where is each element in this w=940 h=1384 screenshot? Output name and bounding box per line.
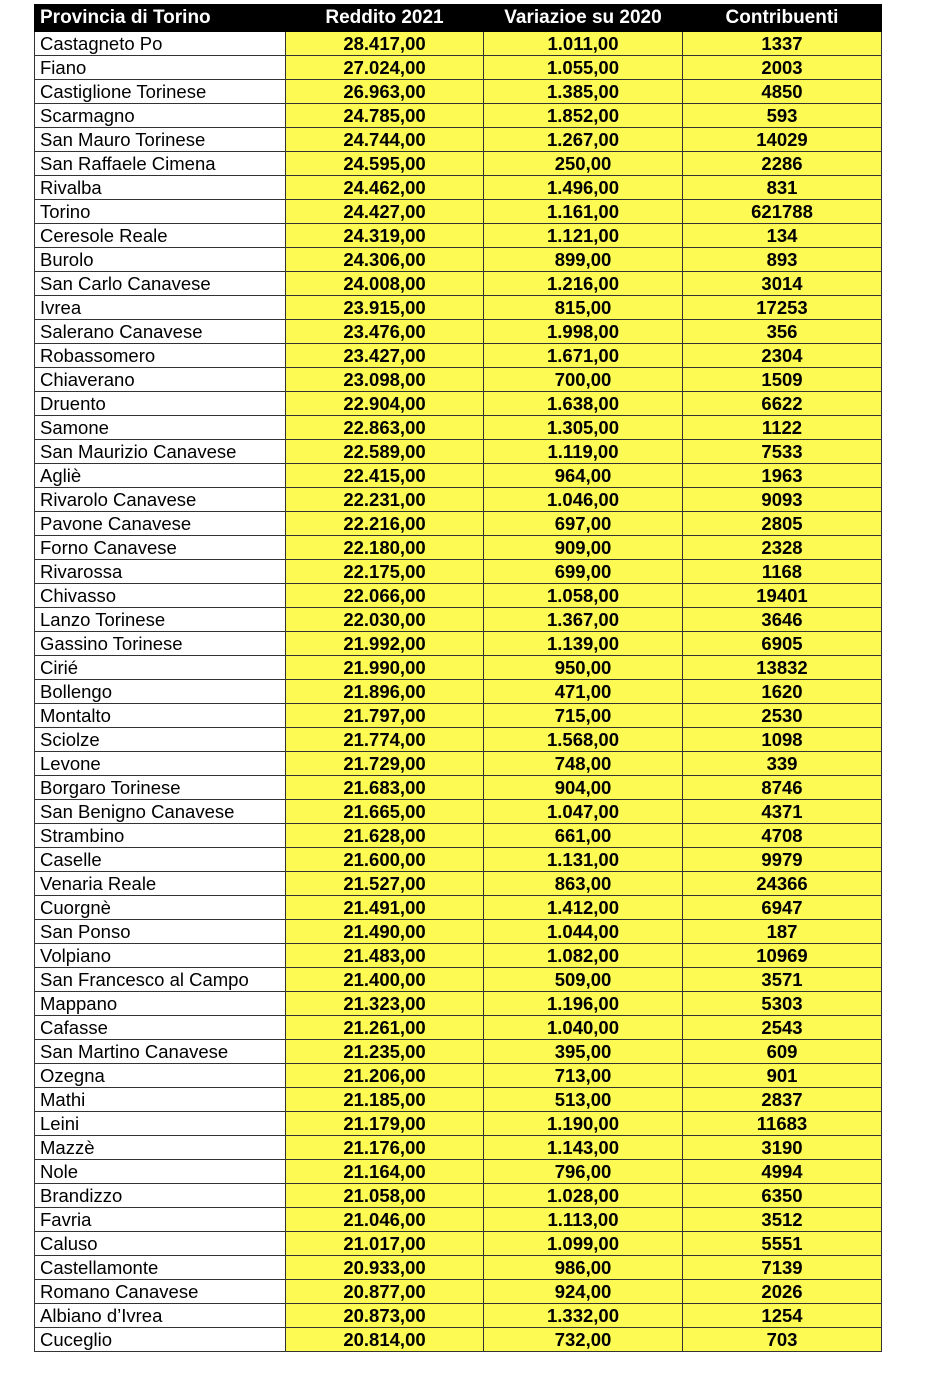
- municipality-cell: Rivalba: [35, 176, 286, 200]
- taxpayers-cell: 2530: [683, 704, 882, 728]
- table-row: [35, 752, 882, 776]
- taxpayers-cell: 6905: [683, 632, 882, 656]
- municipality-cell: San Carlo Canavese: [35, 272, 286, 296]
- income-2021-cell: 24.306,00: [286, 248, 484, 272]
- table-row: [35, 1256, 882, 1280]
- change-2020-cell: 699,00: [484, 560, 683, 584]
- taxpayers-cell: 19401: [683, 584, 882, 608]
- change-2020-cell: 1.113,00: [484, 1208, 683, 1232]
- income-2021-cell: 22.030,00: [286, 608, 484, 632]
- taxpayers-cell: 893: [683, 248, 882, 272]
- taxpayers-cell: 187: [683, 920, 882, 944]
- taxpayers-cell: 3571: [683, 968, 882, 992]
- change-2020-cell: 509,00: [484, 968, 683, 992]
- municipality-cell: Gassino Torinese: [35, 632, 286, 656]
- income-2021-cell: 21.206,00: [286, 1064, 484, 1088]
- municipality-cell: Samone: [35, 416, 286, 440]
- change-2020-cell: 1.638,00: [484, 392, 683, 416]
- change-2020-cell: 1.011,00: [484, 32, 683, 56]
- municipality-cell: Caluso: [35, 1232, 286, 1256]
- table-row: [35, 440, 882, 464]
- municipality-cell: Brandizzo: [35, 1184, 286, 1208]
- income-2021-cell: 21.400,00: [286, 968, 484, 992]
- change-2020-cell: 1.082,00: [484, 944, 683, 968]
- municipality-cell: San Benigno Canavese: [35, 800, 286, 824]
- taxpayers-cell: 2837: [683, 1088, 882, 1112]
- taxpayers-cell: 7533: [683, 440, 882, 464]
- change-2020-cell: 1.568,00: [484, 728, 683, 752]
- taxpayers-cell: 3014: [683, 272, 882, 296]
- municipality-cell: Castagneto Po: [35, 32, 286, 56]
- table-row: [35, 272, 882, 296]
- municipality-cell: Mazzè: [35, 1136, 286, 1160]
- taxpayers-cell: 3190: [683, 1136, 882, 1160]
- taxpayers-cell: 5551: [683, 1232, 882, 1256]
- municipality-cell: Sciolze: [35, 728, 286, 752]
- municipality-cell: Cafasse: [35, 1016, 286, 1040]
- municipality-cell: Castiglione Torinese: [35, 80, 286, 104]
- change-2020-cell: 924,00: [484, 1280, 683, 1304]
- taxpayers-cell: 24366: [683, 872, 882, 896]
- municipality-cell: Rivarossa: [35, 560, 286, 584]
- income-2021-cell: 21.600,00: [286, 848, 484, 872]
- taxpayers-cell: 901: [683, 1064, 882, 1088]
- header-variazione: Variazioe su 2020: [484, 5, 683, 32]
- taxpayers-cell: 3512: [683, 1208, 882, 1232]
- change-2020-cell: 1.267,00: [484, 128, 683, 152]
- taxpayers-cell: 14029: [683, 128, 882, 152]
- change-2020-cell: 1.671,00: [484, 344, 683, 368]
- change-2020-cell: 1.119,00: [484, 440, 683, 464]
- table-row: [35, 320, 882, 344]
- change-2020-cell: 909,00: [484, 536, 683, 560]
- municipality-cell: Cuorgnè: [35, 896, 286, 920]
- taxpayers-cell: 356: [683, 320, 882, 344]
- table-row: [35, 248, 882, 272]
- taxpayers-cell: 593: [683, 104, 882, 128]
- taxpayers-cell: 703: [683, 1328, 882, 1352]
- taxpayers-cell: 1254: [683, 1304, 882, 1328]
- municipality-cell: Bollengo: [35, 680, 286, 704]
- income-2021-cell: 21.046,00: [286, 1208, 484, 1232]
- table-row: [35, 416, 882, 440]
- change-2020-cell: 1.139,00: [484, 632, 683, 656]
- change-2020-cell: 1.852,00: [484, 104, 683, 128]
- header-reddito: Reddito 2021: [286, 5, 484, 32]
- municipality-cell: Caselle: [35, 848, 286, 872]
- change-2020-cell: 1.496,00: [484, 176, 683, 200]
- municipality-cell: Ivrea: [35, 296, 286, 320]
- income-2021-cell: 27.024,00: [286, 56, 484, 80]
- municipality-cell: Romano Canavese: [35, 1280, 286, 1304]
- municipality-cell: Cirié: [35, 656, 286, 680]
- table-row: [35, 176, 882, 200]
- table-row: [35, 848, 882, 872]
- table-row: [35, 656, 882, 680]
- table-row: [35, 992, 882, 1016]
- taxpayers-cell: 621788: [683, 200, 882, 224]
- income-2021-cell: 21.491,00: [286, 896, 484, 920]
- municipality-cell: Scarmagno: [35, 104, 286, 128]
- change-2020-cell: 1.161,00: [484, 200, 683, 224]
- change-2020-cell: 1.040,00: [484, 1016, 683, 1040]
- change-2020-cell: 1.196,00: [484, 992, 683, 1016]
- change-2020-cell: 1.332,00: [484, 1304, 683, 1328]
- table-row: [35, 32, 882, 56]
- income-2021-cell: 20.877,00: [286, 1280, 484, 1304]
- taxpayers-cell: 2805: [683, 512, 882, 536]
- municipality-cell: Ceresole Reale: [35, 224, 286, 248]
- municipality-cell: San Raffaele Cimena: [35, 152, 286, 176]
- income-2021-cell: 24.785,00: [286, 104, 484, 128]
- income-2021-cell: 21.017,00: [286, 1232, 484, 1256]
- change-2020-cell: 513,00: [484, 1088, 683, 1112]
- municipality-cell: Agliè: [35, 464, 286, 488]
- income-2021-cell: 21.774,00: [286, 728, 484, 752]
- municipality-cell: Forno Canavese: [35, 536, 286, 560]
- change-2020-cell: 904,00: [484, 776, 683, 800]
- income-2021-cell: 21.628,00: [286, 824, 484, 848]
- income-2021-cell: 24.595,00: [286, 152, 484, 176]
- income-2021-cell: 21.323,00: [286, 992, 484, 1016]
- income-2021-cell: 22.066,00: [286, 584, 484, 608]
- income-2021-cell: 21.235,00: [286, 1040, 484, 1064]
- income-2021-cell: 21.992,00: [286, 632, 484, 656]
- municipality-cell: Robassomero: [35, 344, 286, 368]
- taxpayers-cell: 6622: [683, 392, 882, 416]
- change-2020-cell: 964,00: [484, 464, 683, 488]
- income-2021-cell: 21.990,00: [286, 656, 484, 680]
- taxpayers-cell: 9979: [683, 848, 882, 872]
- taxpayers-cell: 1963: [683, 464, 882, 488]
- change-2020-cell: 863,00: [484, 872, 683, 896]
- taxpayers-cell: 13832: [683, 656, 882, 680]
- municipality-cell: San Francesco al Campo: [35, 968, 286, 992]
- table-row: [35, 56, 882, 80]
- change-2020-cell: 471,00: [484, 680, 683, 704]
- income-2021-cell: 23.476,00: [286, 320, 484, 344]
- table-row: [35, 1088, 882, 1112]
- income-2021-cell: 22.589,00: [286, 440, 484, 464]
- municipality-cell: Venaria Reale: [35, 872, 286, 896]
- municipality-cell: Pavone Canavese: [35, 512, 286, 536]
- change-2020-cell: 1.385,00: [484, 80, 683, 104]
- table-row: [35, 488, 882, 512]
- taxpayers-cell: 1168: [683, 560, 882, 584]
- taxpayers-cell: 6947: [683, 896, 882, 920]
- income-2021-cell: 20.933,00: [286, 1256, 484, 1280]
- table-row: [35, 200, 882, 224]
- table-row: [35, 680, 882, 704]
- change-2020-cell: 796,00: [484, 1160, 683, 1184]
- income-2021-cell: 21.683,00: [286, 776, 484, 800]
- table-row: [35, 1232, 882, 1256]
- income-2021-cell: 22.904,00: [286, 392, 484, 416]
- income-2021-cell: 21.527,00: [286, 872, 484, 896]
- taxpayers-cell: 6350: [683, 1184, 882, 1208]
- change-2020-cell: 748,00: [484, 752, 683, 776]
- table-row: [35, 104, 882, 128]
- change-2020-cell: 1.047,00: [484, 800, 683, 824]
- income-2021-cell: 22.231,00: [286, 488, 484, 512]
- taxpayers-cell: 9093: [683, 488, 882, 512]
- taxpayers-cell: 11683: [683, 1112, 882, 1136]
- table-row: [35, 296, 882, 320]
- municipality-cell: Torino: [35, 200, 286, 224]
- change-2020-cell: 1.143,00: [484, 1136, 683, 1160]
- municipality-cell: San Ponso: [35, 920, 286, 944]
- taxpayers-cell: 134: [683, 224, 882, 248]
- table-row: [35, 1064, 882, 1088]
- income-2021-cell: 21.797,00: [286, 704, 484, 728]
- table-row: [35, 1328, 882, 1352]
- table-row: [35, 1280, 882, 1304]
- change-2020-cell: 1.055,00: [484, 56, 683, 80]
- income-2021-cell: 23.915,00: [286, 296, 484, 320]
- table-row: [35, 1184, 882, 1208]
- income-2021-cell: 24.744,00: [286, 128, 484, 152]
- municipality-cell: San Mauro Torinese: [35, 128, 286, 152]
- municipality-cell: Rivarolo Canavese: [35, 488, 286, 512]
- income-2021-cell: 21.261,00: [286, 1016, 484, 1040]
- taxpayers-cell: 3646: [683, 608, 882, 632]
- municipality-cell: Druento: [35, 392, 286, 416]
- change-2020-cell: 1.131,00: [484, 848, 683, 872]
- change-2020-cell: 1.367,00: [484, 608, 683, 632]
- table-row: [35, 1040, 882, 1064]
- income-2021-cell: 21.665,00: [286, 800, 484, 824]
- table-row: [35, 896, 882, 920]
- municipality-cell: Lanzo Torinese: [35, 608, 286, 632]
- municipality-cell: Favria: [35, 1208, 286, 1232]
- municipality-cell: Chivasso: [35, 584, 286, 608]
- change-2020-cell: 250,00: [484, 152, 683, 176]
- table-row: [35, 464, 882, 488]
- income-2021-cell: 20.814,00: [286, 1328, 484, 1352]
- change-2020-cell: 1.121,00: [484, 224, 683, 248]
- income-2021-cell: 21.179,00: [286, 1112, 484, 1136]
- income-2021-cell: 22.216,00: [286, 512, 484, 536]
- table-row: [35, 872, 882, 896]
- table-row: [35, 728, 882, 752]
- income-2021-cell: 22.175,00: [286, 560, 484, 584]
- municipality-cell: Strambino: [35, 824, 286, 848]
- change-2020-cell: 1.028,00: [484, 1184, 683, 1208]
- table-row: [35, 224, 882, 248]
- municipality-cell: Chiaverano: [35, 368, 286, 392]
- municipality-cell: Montalto: [35, 704, 286, 728]
- table-row: [35, 1136, 882, 1160]
- municipality-cell: Levone: [35, 752, 286, 776]
- income-2021-cell: 21.185,00: [286, 1088, 484, 1112]
- change-2020-cell: 661,00: [484, 824, 683, 848]
- table-row: [35, 128, 882, 152]
- change-2020-cell: 732,00: [484, 1328, 683, 1352]
- change-2020-cell: 1.216,00: [484, 272, 683, 296]
- taxpayers-cell: 2304: [683, 344, 882, 368]
- change-2020-cell: 1.190,00: [484, 1112, 683, 1136]
- taxpayers-cell: 1509: [683, 368, 882, 392]
- table-row: [35, 824, 882, 848]
- taxpayers-cell: 5303: [683, 992, 882, 1016]
- income-2021-cell: 24.462,00: [286, 176, 484, 200]
- change-2020-cell: 697,00: [484, 512, 683, 536]
- taxpayers-cell: 4708: [683, 824, 882, 848]
- change-2020-cell: 713,00: [484, 1064, 683, 1088]
- table-row: [35, 584, 882, 608]
- change-2020-cell: 1.046,00: [484, 488, 683, 512]
- taxpayers-cell: 10969: [683, 944, 882, 968]
- municipality-cell: Mappano: [35, 992, 286, 1016]
- income-2021-cell: 21.058,00: [286, 1184, 484, 1208]
- municipality-cell: Burolo: [35, 248, 286, 272]
- taxpayers-cell: 17253: [683, 296, 882, 320]
- change-2020-cell: 1.305,00: [484, 416, 683, 440]
- income-2021-cell: 22.180,00: [286, 536, 484, 560]
- municipality-cell: Leini: [35, 1112, 286, 1136]
- change-2020-cell: 395,00: [484, 1040, 683, 1064]
- table-row: [35, 344, 882, 368]
- table-body: [35, 32, 882, 1352]
- municipality-cell: Salerano Canavese: [35, 320, 286, 344]
- header-contribuenti: Contribuenti: [683, 5, 882, 32]
- table-row: [35, 536, 882, 560]
- table-row: [35, 944, 882, 968]
- table-row: [35, 512, 882, 536]
- income-2021-cell: 21.176,00: [286, 1136, 484, 1160]
- table-row: [35, 392, 882, 416]
- municipality-cell: San Martino Canavese: [35, 1040, 286, 1064]
- table-row: [35, 704, 882, 728]
- income-2021-cell: 21.729,00: [286, 752, 484, 776]
- municipality-cell: Mathi: [35, 1088, 286, 1112]
- change-2020-cell: 1.044,00: [484, 920, 683, 944]
- taxpayers-cell: 1620: [683, 680, 882, 704]
- table-row: [35, 632, 882, 656]
- change-2020-cell: 700,00: [484, 368, 683, 392]
- change-2020-cell: 899,00: [484, 248, 683, 272]
- taxpayers-cell: 1337: [683, 32, 882, 56]
- change-2020-cell: 715,00: [484, 704, 683, 728]
- income-2021-cell: 28.417,00: [286, 32, 484, 56]
- municipality-cell: Volpiano: [35, 944, 286, 968]
- income-2021-cell: 21.483,00: [286, 944, 484, 968]
- taxpayers-cell: 1122: [683, 416, 882, 440]
- taxpayers-cell: 2286: [683, 152, 882, 176]
- table-row: [35, 1304, 882, 1328]
- income-2021-cell: 21.490,00: [286, 920, 484, 944]
- income-2021-cell: 24.319,00: [286, 224, 484, 248]
- taxpayers-cell: 831: [683, 176, 882, 200]
- income-2021-cell: 23.098,00: [286, 368, 484, 392]
- table-row: [35, 152, 882, 176]
- taxpayers-cell: 8746: [683, 776, 882, 800]
- municipality-cell: Nole: [35, 1160, 286, 1184]
- income-2021-cell: 24.427,00: [286, 200, 484, 224]
- table-row: [35, 1016, 882, 1040]
- municipality-cell: Fiano: [35, 56, 286, 80]
- municipality-cell: Cuceglio: [35, 1328, 286, 1352]
- income-2021-cell: 22.863,00: [286, 416, 484, 440]
- table-row: [35, 1112, 882, 1136]
- income-2021-cell: 20.873,00: [286, 1304, 484, 1328]
- table-row: [35, 800, 882, 824]
- change-2020-cell: 1.998,00: [484, 320, 683, 344]
- table-row: [35, 920, 882, 944]
- taxpayers-cell: 4850: [683, 80, 882, 104]
- taxpayers-cell: 1098: [683, 728, 882, 752]
- table-row: [35, 968, 882, 992]
- income-2021-cell: 22.415,00: [286, 464, 484, 488]
- table-row: [35, 608, 882, 632]
- table-row: [35, 1160, 882, 1184]
- municipality-cell: Ozegna: [35, 1064, 286, 1088]
- change-2020-cell: 1.058,00: [484, 584, 683, 608]
- table-row: [35, 560, 882, 584]
- taxpayers-cell: 4994: [683, 1160, 882, 1184]
- table-row: [35, 80, 882, 104]
- municipality-cell: Castellamonte: [35, 1256, 286, 1280]
- municipality-cell: Albiano d’Ivrea: [35, 1304, 286, 1328]
- change-2020-cell: 950,00: [484, 656, 683, 680]
- table-row: [35, 776, 882, 800]
- income-2021-cell: 21.164,00: [286, 1160, 484, 1184]
- taxpayers-cell: 609: [683, 1040, 882, 1064]
- municipality-cell: San Maurizio Canavese: [35, 440, 286, 464]
- change-2020-cell: 815,00: [484, 296, 683, 320]
- taxpayers-cell: 2543: [683, 1016, 882, 1040]
- taxpayers-cell: 339: [683, 752, 882, 776]
- income-2021-cell: 23.427,00: [286, 344, 484, 368]
- income-2021-cell: 21.896,00: [286, 680, 484, 704]
- income-table: [34, 4, 882, 1352]
- municipality-cell: Borgaro Torinese: [35, 776, 286, 800]
- taxpayers-cell: 4371: [683, 800, 882, 824]
- header-provincia: Provincia di Torino: [35, 5, 286, 32]
- table-row: [35, 1208, 882, 1232]
- change-2020-cell: 986,00: [484, 1256, 683, 1280]
- taxpayers-cell: 2003: [683, 56, 882, 80]
- change-2020-cell: 1.412,00: [484, 896, 683, 920]
- taxpayers-cell: 7139: [683, 1256, 882, 1280]
- taxpayers-cell: 2328: [683, 536, 882, 560]
- table-row: [35, 368, 882, 392]
- income-2021-cell: 24.008,00: [286, 272, 484, 296]
- taxpayers-cell: 2026: [683, 1280, 882, 1304]
- change-2020-cell: 1.099,00: [484, 1232, 683, 1256]
- income-2021-cell: 26.963,00: [286, 80, 484, 104]
- header-row: [35, 5, 882, 32]
